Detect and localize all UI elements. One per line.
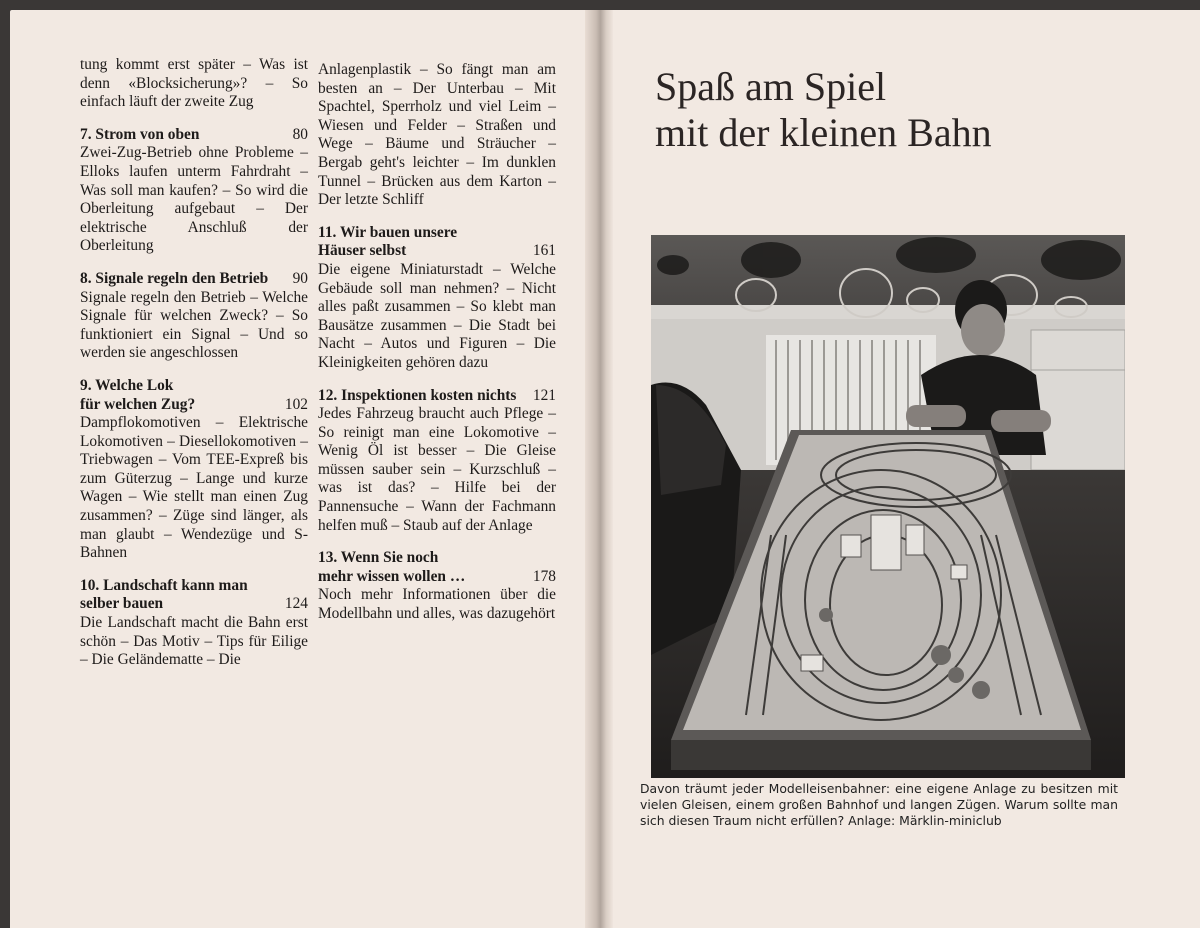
toc-entry-title: 13. Wenn Sie noch [318, 549, 439, 567]
toc-entry-heading [318, 387, 556, 406]
toc-entry-text: Dampflokomotiven – Elektrische Lokomotiven – Diesellokomotiven – Triebwagen – Vom TEE-Expreß bis zum Güterzug – Lange und kurze Wagen – Wie stellt man einen Zug zusammen? – Züge sind länger, als man glaubt – Wendezüge und S-Bahnen [80, 414, 308, 562]
toc-entry-9 [80, 377, 308, 563]
book-spine [585, 10, 613, 928]
toc-entry-heading [318, 242, 556, 261]
toc-entry-title-line2: für welchen Zug? [80, 395, 196, 413]
toc-entry-8 [80, 270, 308, 363]
toc-entry-text: Noch mehr Informationen über die Modellbahn und alles, was dazugehört [318, 586, 556, 623]
chapter-heading-line2: mit der kleinen Bahn [655, 110, 992, 155]
toc-entry-heading [80, 396, 308, 415]
photo-caption: Davon träumt jeder Modelleisenbahner: eine eigene Anlage zu besitzen mit vielen Gleisen, einem großen Bahnhof und langen Zügen. Warum sollte man sich diesen Traum nicht erfüllen? Anlage: Märklin-miniclub [640, 781, 1118, 828]
toc-entry-title: 11. Wir bauen unsere [318, 223, 458, 241]
toc-entry-page: 178 [532, 567, 556, 585]
toc-column-left [80, 56, 308, 670]
toc-entry-12 [318, 387, 556, 536]
toc-entry-title: 12. Inspektionen kosten nichts [318, 386, 517, 404]
toc-entry-title-line2: selber bauen [80, 595, 164, 613]
toc-entry-page: 90 [292, 269, 308, 287]
toc-entry-page: 121 [532, 386, 556, 404]
toc-entry-heading [80, 126, 308, 145]
toc-entry-title-line2: mehr wissen wollen … [318, 567, 466, 585]
toc-entry-title: 7. Strom von oben [80, 125, 200, 143]
toc-entry-heading [80, 270, 308, 289]
toc-entry-text: Die eigene Miniaturstadt – Welche Gebäude soll man nehmen? – Nicht alles paßt zusammen – So klebt man Bausätze zusammen – Die Stadt bei Nacht – Autos und Figuren – Die Kleinigkeiten gehören dazu [318, 260, 556, 371]
chapter-heading-line1: Spaß am Spiel [655, 64, 887, 109]
toc-entry-title-line2: Häuser selbst [318, 242, 407, 260]
toc-column-right [318, 61, 556, 624]
toc-entry-heading [318, 568, 556, 587]
toc-entry-10 [80, 577, 308, 670]
toc-entry-page: 102 [284, 395, 308, 413]
toc-entry-text: Zwei-Zug-Betrieb ohne Probleme – Elloks laufen unterm Fahrdraht – Was soll man kaufen? – So wird die Oberleitung aufgebaut – Der elektrische Anschluß der Oberleitung [80, 144, 308, 255]
toc-entry-text: Jedes Fahrzeug braucht auch Pflege – So reinigt man eine Lokomotive – Wenig Öl ist besser – Die Gleise müssen sauber sein – Kurzschluß – was ist das? – Hilfe bei der Pannensuche – Wann der Fachmann helfen muß – Staub auf der Anlage [318, 405, 556, 534]
toc-entry-page: 124 [284, 595, 308, 613]
toc-entry-page: 80 [292, 125, 308, 143]
toc-entry-page: 161 [532, 242, 556, 260]
toc-entry-text: Die Landschaft macht die Bahn erst schön – Das Motiv – Tips für Eilige – Die Geländematte – Die [80, 614, 308, 669]
toc-entry-13 [318, 549, 556, 623]
toc-entry-heading [80, 595, 308, 614]
toc-entry-title: 9. Welche Lok [80, 376, 174, 394]
model-railway-photo [651, 235, 1125, 778]
toc-entry-title: 10. Landschaft kann man [80, 576, 248, 594]
toc-intro-text: Anlagenplastik – So fängt man am besten an – Der Unterbau – Mit Spachtel, Sperrholz und viel Leim – Wiesen und Felder – Straßen und Wege – Bäume und Sträucher – Bergab geht's leichter – Im dunklen Tunnel – Brücken aus dem Karton – Der letzte Schliff [318, 61, 556, 209]
toc-entry-text: Signale regeln den Betrieb – Welche Signale für welchen Zweck? – So funktioniert ein Signal – Und so werden sie angeschlossen [80, 288, 308, 362]
chapter-heading [655, 64, 992, 156]
toc-intro-text: tung kommt erst später – Was ist denn «Blocksicherung»? – So einfach läuft der zweite Zug [80, 56, 308, 111]
toc-entry-11 [318, 224, 556, 373]
toc-entry-7 [80, 126, 308, 256]
toc-entry-title: 8. Signale regeln den Betrieb [80, 269, 269, 287]
